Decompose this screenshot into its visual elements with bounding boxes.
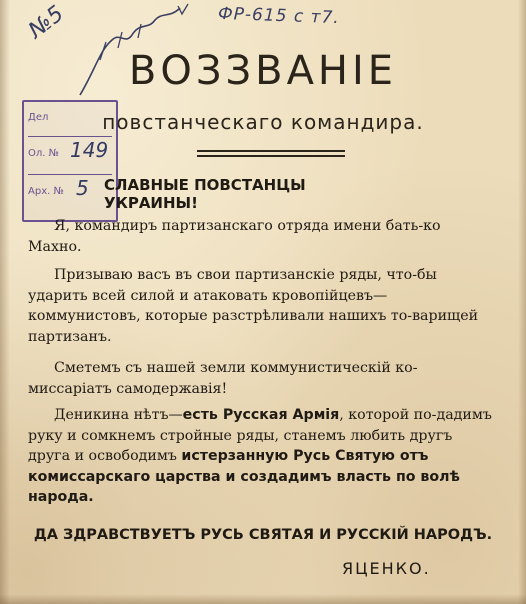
- stamp-label-ol: Ол. №: [28, 148, 60, 159]
- paragraph-2: [28, 265, 496, 347]
- closing-slogan: ДА ЗДРАВСТВУЕТЪ РУСЬ СВЯТАЯ И РУССКІЙ НАРОДЪ.: [33, 527, 493, 543]
- stamp-label-arch: Арх. №: [28, 186, 64, 197]
- title-rule: [197, 150, 345, 152]
- stamp-value-arch: 5: [76, 176, 89, 200]
- signature: ЯЦЕНКО.: [342, 559, 431, 578]
- stamp-value-ol: 149: [70, 138, 109, 162]
- paragraph-3-text: Сметемъ съ нашей земли коммунистическій ко-миссаріатъ самодержавія!: [28, 360, 418, 397]
- stamp-divider: [28, 174, 112, 175]
- document-subtitle: повстанческаго командира.: [102, 110, 424, 134]
- paragraph-3: [28, 358, 496, 399]
- paragraph-4-text-a: Деникина нѣтъ—: [54, 407, 183, 423]
- document-title: ВОЗЗВАНІЕ: [128, 48, 398, 94]
- paragraph-2-text: Призываю васъ въ свои партизанскіе ряды, что-бы ударить всей силой и атаковать кровопійцевъ—коммунистовъ, которые разстрѣливали нашихъ то-варищей партизанъ.: [28, 267, 479, 345]
- paragraph-4-emphasis-army: есть Русская Армія: [182, 407, 340, 423]
- handwritten-number: №5: [24, 1, 69, 44]
- title-rule: [197, 155, 345, 157]
- paragraph-1: [28, 216, 496, 257]
- stamp-label-delo: Дел: [28, 112, 49, 123]
- address-heading: СЛАВНЫЕ ПОВСТАНЦЫ УКРАИНЫ!: [104, 176, 306, 212]
- stamp-divider: [28, 136, 112, 137]
- paragraph-4-text-c: , которой по-дадимъ руку и сомкнемъ стройные ряды, станемъ любить другъ друга и освободимъ: [28, 407, 492, 464]
- paragraph-4-emphasis-rus: истерзанную Русь Святую отъ комиссарскаго царства и создадимъ власть по волѣ народа.: [28, 448, 460, 505]
- handwritten-archive-code: ФР-615 с т7.: [217, 3, 341, 29]
- paragraph-4: [28, 405, 496, 508]
- paper-edge-bottom: [0, 594, 526, 604]
- paragraph-1-text: Я, командиръ партизанскаго отряда имени бать-ко Махно.: [28, 218, 441, 255]
